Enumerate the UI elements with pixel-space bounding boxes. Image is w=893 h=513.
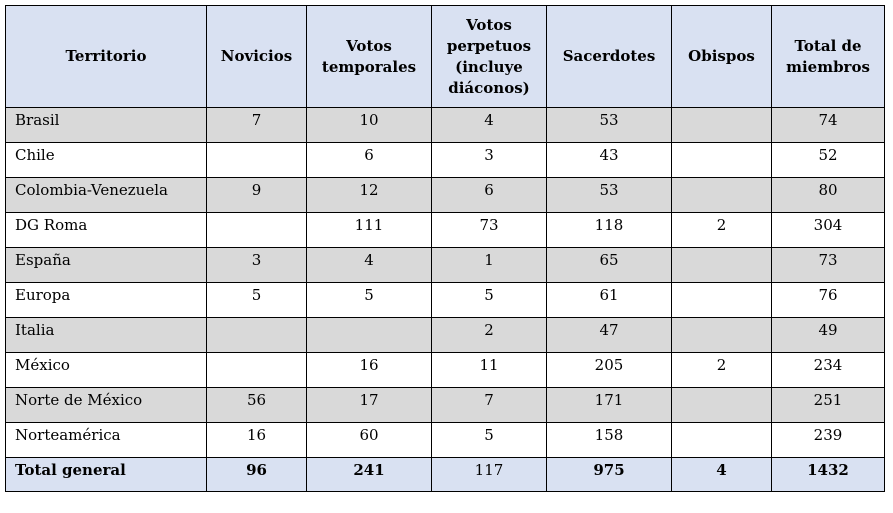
cell-obispos xyxy=(672,423,772,458)
cell-territorio: Colombia-Venezuela xyxy=(6,178,207,213)
cell-obispos xyxy=(672,108,772,143)
cell-total: 74 xyxy=(772,108,885,143)
cell-sacerdotes: 171 xyxy=(547,388,672,423)
total-label: Total general xyxy=(6,458,207,492)
cell-total: 73 xyxy=(772,248,885,283)
cell-novicios: 9 xyxy=(207,178,307,213)
table-row xyxy=(6,283,885,318)
cell-total: 234 xyxy=(772,353,885,388)
cell-sacerdotes: 118 xyxy=(547,213,672,248)
cell-temporales xyxy=(307,318,432,353)
cell-sacerdotes: 53 xyxy=(547,108,672,143)
cell-sacerdotes: 205 xyxy=(547,353,672,388)
cell-territorio: Italia xyxy=(6,318,207,353)
cell-novicios: 5 xyxy=(207,283,307,318)
cell-perpetuos: 3 xyxy=(432,143,547,178)
header-votos-temporales: Votos temporales xyxy=(307,6,432,108)
header-territorio: Territorio xyxy=(6,6,207,108)
cell-temporales: 4 xyxy=(307,248,432,283)
cell-novicios: 3 xyxy=(207,248,307,283)
cell-novicios xyxy=(207,143,307,178)
cell-territorio: Norte de México xyxy=(6,388,207,423)
cell-novicios xyxy=(207,353,307,388)
cell-obispos xyxy=(672,388,772,423)
table-row xyxy=(6,423,885,458)
cell-sacerdotes: 61 xyxy=(547,283,672,318)
table-row xyxy=(6,248,885,283)
table-row xyxy=(6,213,885,248)
cell-novicios xyxy=(207,318,307,353)
table-row xyxy=(6,318,885,353)
cell-sacerdotes: 53 xyxy=(547,178,672,213)
cell-total: 251 xyxy=(772,388,885,423)
cell-perpetuos: 1 xyxy=(432,248,547,283)
cell-temporales: 16 xyxy=(307,353,432,388)
cell-novicios: 56 xyxy=(207,388,307,423)
cell-territorio: Chile xyxy=(6,143,207,178)
header-sacerdotes: Sacerdotes xyxy=(547,6,672,108)
cell-temporales: 60 xyxy=(307,423,432,458)
cell-sacerdotes: 65 xyxy=(547,248,672,283)
cell-temporales: 10 xyxy=(307,108,432,143)
cell-obispos xyxy=(672,248,772,283)
members-table xyxy=(5,5,885,492)
cell-territorio: España xyxy=(6,248,207,283)
cell-territorio: Europa xyxy=(6,283,207,318)
total-sacerdotes: 975 xyxy=(547,458,672,492)
cell-novicios: 16 xyxy=(207,423,307,458)
cell-territorio: Brasil xyxy=(6,108,207,143)
cell-territorio: Norteamérica xyxy=(6,423,207,458)
cell-perpetuos: 4 xyxy=(432,108,547,143)
total-novicios: 96 xyxy=(207,458,307,492)
cell-temporales: 5 xyxy=(307,283,432,318)
cell-obispos: 2 xyxy=(672,213,772,248)
cell-perpetuos: 11 xyxy=(432,353,547,388)
cell-obispos: 2 xyxy=(672,353,772,388)
cell-perpetuos: 2 xyxy=(432,318,547,353)
header-votos-perpetuos: Votos perpetuos (incluye diáconos) xyxy=(432,6,547,108)
cell-obispos xyxy=(672,143,772,178)
cell-novicios xyxy=(207,213,307,248)
cell-sacerdotes: 158 xyxy=(547,423,672,458)
header-novicios: Novicios xyxy=(207,6,307,108)
header-obispos: Obispos xyxy=(672,6,772,108)
cell-temporales: 6 xyxy=(307,143,432,178)
table-row xyxy=(6,388,885,423)
header-total-miembros: Total de miembros xyxy=(772,6,885,108)
cell-perpetuos: 6 xyxy=(432,178,547,213)
cell-territorio: DG Roma xyxy=(6,213,207,248)
cell-total: 52 xyxy=(772,143,885,178)
cell-perpetuos: 5 xyxy=(432,423,547,458)
cell-obispos xyxy=(672,318,772,353)
cell-sacerdotes: 47 xyxy=(547,318,672,353)
total-temporales: 241 xyxy=(307,458,432,492)
cell-perpetuos: 5 xyxy=(432,283,547,318)
cell-total: 76 xyxy=(772,283,885,318)
cell-temporales: 17 xyxy=(307,388,432,423)
table-row xyxy=(6,178,885,213)
table-row xyxy=(6,143,885,178)
cell-obispos xyxy=(672,283,772,318)
cell-temporales: 12 xyxy=(307,178,432,213)
cell-total: 304 xyxy=(772,213,885,248)
total-obispos: 4 xyxy=(672,458,772,492)
total-miembros: 1432 xyxy=(772,458,885,492)
cell-perpetuos: 7 xyxy=(432,388,547,423)
cell-total: 49 xyxy=(772,318,885,353)
cell-total: 239 xyxy=(772,423,885,458)
cell-obispos xyxy=(672,178,772,213)
cell-perpetuos: 73 xyxy=(432,213,547,248)
cell-sacerdotes: 43 xyxy=(547,143,672,178)
table-row xyxy=(6,353,885,388)
total-perpetuos: 117 xyxy=(432,458,547,492)
cell-territorio: México xyxy=(6,353,207,388)
total-row xyxy=(6,458,885,492)
table-row xyxy=(6,108,885,143)
cell-total: 80 xyxy=(772,178,885,213)
table-body xyxy=(6,108,885,458)
header-row xyxy=(6,6,885,108)
cell-novicios: 7 xyxy=(207,108,307,143)
cell-temporales: 111 xyxy=(307,213,432,248)
